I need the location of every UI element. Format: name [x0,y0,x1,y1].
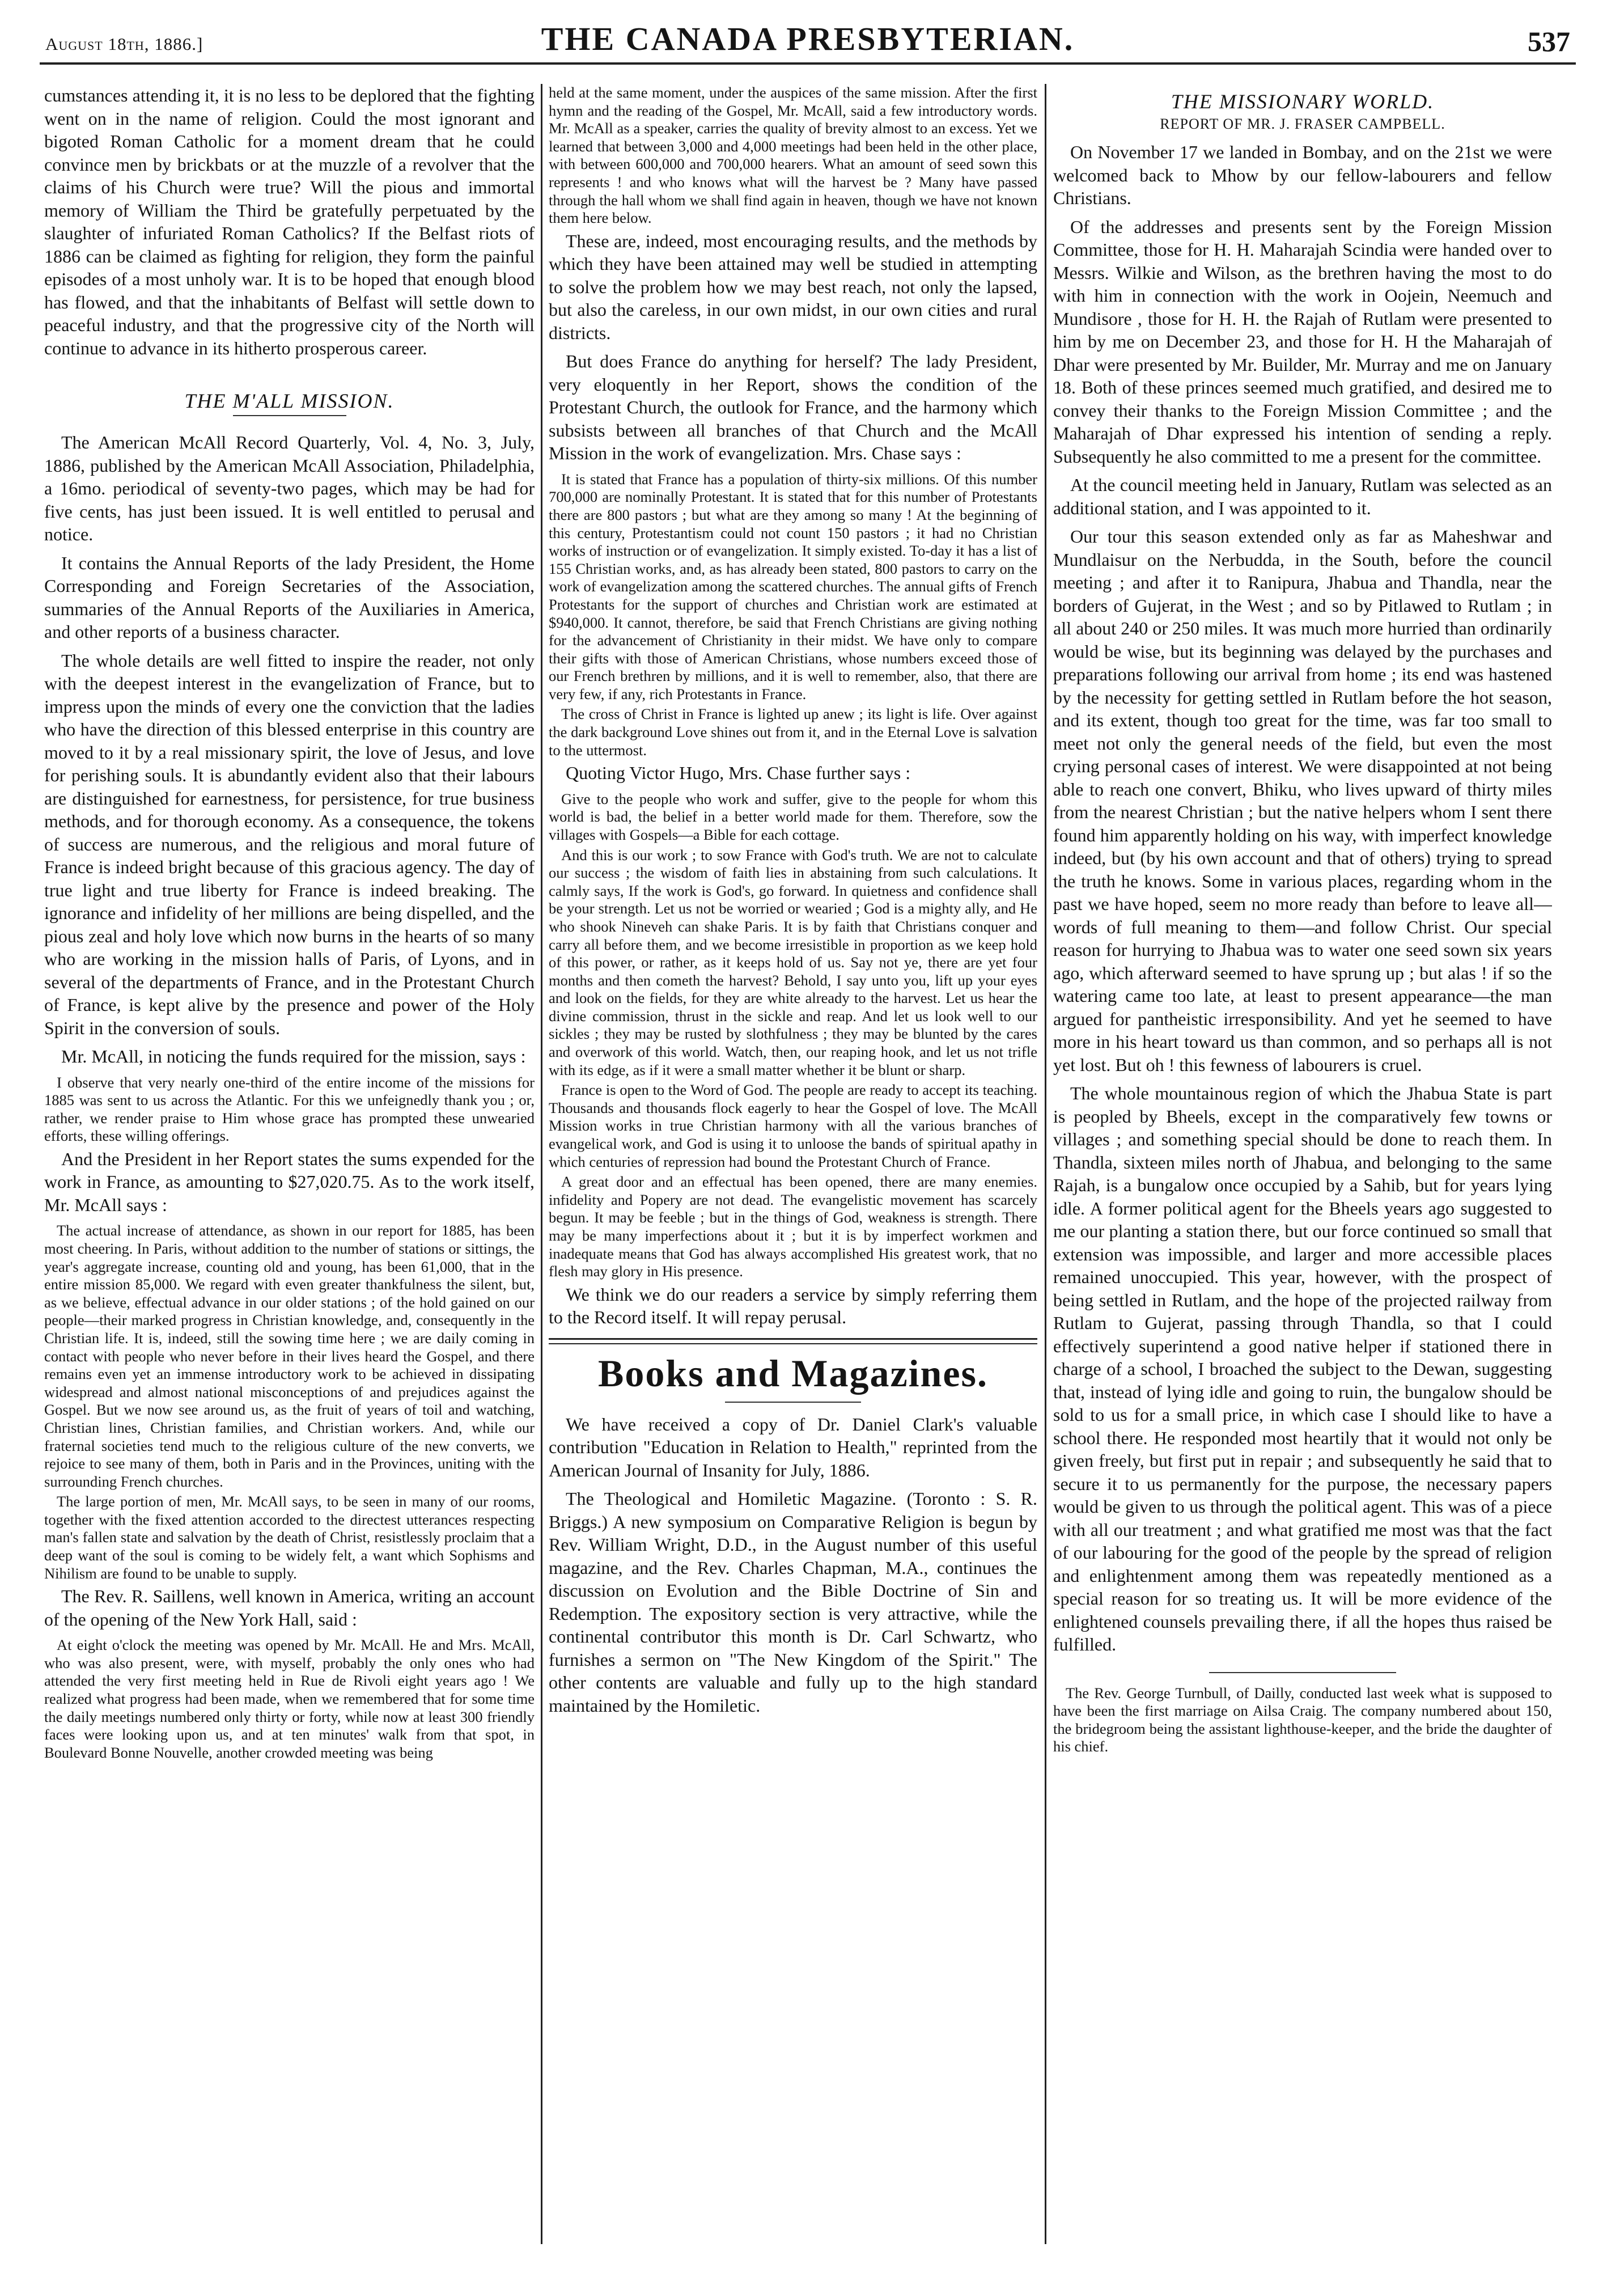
quoted-passage: I observe that very nearly one-third of the entire income of the missions for 1885 was sent to us across the Atlantic. For this we unfeignedly thank you ; or, rather, we render praise to Him whose grace has prompted these unwearied efforts, these willing offerings. [44,1073,535,1145]
quoted-passage: It is stated that France has a population of thirty-six millions. Of this number 700,000 are nominally Protestant. It is stated that for this number of Protestants there are 800 pastors ; but what are they among so many ! At the beginning of this century, Protestantism could not count 150 pastors ; it had no Christian works of instruction or of evangelization. It simply existed. To-day it has a list of 155 Christian works, and, as has already been stated, 800 pastors to carry on the work of evangelization among the scattered churches. The annual gifts of French Protestants for the support of churches and Christian work are estimated at $940,000. It cannot, therefore, be said that French Christians are giving nothing for the advancement of Christianity in their midst. We have only to compare their gifts with those of American Christians, whose numbers exceed those of our French brethren by millions, and it is well to remember, also, that there are very few, if any, rich Protestants in France. [549,470,1037,702]
section-divider [549,1338,1037,1344]
quoted-passage: And this is our work ; to sow France with God's truth. We are not to calculate our success ; the wisdom of faith lies in abstaining from such calculations. It calmly says, If the work is God's, go forward. In quietness and confidence shall be your strength. Let us not be worried or wearied ; God is a mighty ally, and He who shook Nineveh can shake Paris. It is by faith that Christians conquer and carry all before them, and we become irresistible in proportion as we keep hold of this power, or rather, as it keeps hold of us. Say not ye, there are yet four months and then cometh the harvest? Behold, I say unto you, lift up your eyes and look on the fields, for they are white already to the harvest. Let us hear the divine commission, thrust in the sickle and reap. And let us look well to our sickles ; they may be rusted by slothfulness ; they may be blunted by the cares and overwork of this world. Watch, then, our reaping hook, and let us not trifle with its edge, as if it were a small matter whether it be blunt or sharp. [549,846,1037,1078]
mcall-mission-heading: THE M'ALL MISSION. [184,390,395,412]
quoted-passage: Give to the people who work and suffer, give to the people for whom this world is bad, the belief in a better world made for them. Therefore, sow the villages with Gospels—a Bible for each cottage. [549,790,1037,843]
article-paragraph: But does France do anything for herself? The lady President, very eloquently in her Report, shows the condition of the Protestant Church, the outlook for France, and the harmony which subsists between all branches of that Church and the McAll Mission in the work of evangelization. Mrs. Chase says : [549,351,1037,464]
column-left [44,84,535,2244]
quoted-passage: The actual increase of attendance, as shown in our report for 1885, has been most cheering. In Paris, without addition to the number of stations or sittings, the year's aggregate increase, counting old and young, has been 61,000, that in the entire mission 85,000. We regard with even greater thankfulness the silent, but, as we believe, effectual advance in our older stations ; of the hold gained on our people—their marked progress in Christian knowledge, and, consequently in the Christian life. It is, indeed, still the sowing time here ; we are daily coming in contact with people who never before in their lives heard the Gospel, and there remains even yet an immense introductory work to be achieved in dissipating widespread and almost national misconceptions of and prejudices against the Gospel. But we now see around us, as the fruit of years of toil and watching, Christian lines, Christian families, and Christian workers. And, while our fraternal societies tend much to the religious culture of the new converts, we rejoice to see many of them, both in Paris and in the Provinces, uniting with the surrounding French churches. [44,1222,535,1490]
report-byline: REPORT OF MR. J. FRASER CAMPBELL. [1160,116,1445,132]
issue-date: August 18th, 1886.] [45,34,203,54]
report-paragraph: The whole mountainous region of which the Jhabua State is part is peopled by Bheels, except in the comparatively few towns or villages ; and something special should be done to reach them. In Thandla, sixteen miles north of Jhabua, and belonging to the same Rajah, is a bungalow once occupied by a Sahib, but for years lying idle. A former political agent for the Bheels years ago suggested to me our planting a station there, but our force continued so small that extension was impossible, and larger and more accessible places remained unoccupied. This year, however, with the prospect of being settled in Rutlam, and the hope of the projected railway from Rutlam to Gujerat, passing through Thandla, so that I could effectively superintend a good native helper if stationed there in charge of a school, I broached the subject to the Dewan, suggesting that, instead of lying idle and going to ruin, the bungalow should be sold to us for a small price, in which case I should like to have a school there. He responded most heartily that it would not only be given freely, but first put in repair ; and subsequently he said that to secure it to us permanently for the purpose, the necessary papers would be given to us through the political agent. This was of a piece with all our treatment ; and what gratified me most was that the fact of our labouring for the good of the people by the spread of religion and enlightenment among them was repeatedly mentioned as a special reason for so treating us. It will be more evidence of the enlightened counsels prevailing there, if all the hopes thus raised be fulfilled. [1053,1083,1552,1654]
newspaper-title: THE CANADA PRESBYTERIAN. [541,20,1075,57]
column-right [1053,84,1552,2244]
article-paragraph: These are, indeed, most encouraging results, and the methods by which they have been attained may well be studied in attempting to solve the problem how we may best reach, not only the lapsed, but also the careless, in our own midst, in our own cities and rural districts. [549,230,1037,343]
heading-underline [725,1402,861,1403]
news-note: The Rev. George Turnbull, of Dailly, conducted last week what is supposed to have been the first marriage on Ailsa Craig. The company numbered about 150, the bridegroom being the assistant lighthouse-keeper, and the bride the daughter of his chief. [1053,1684,1552,1755]
article-paragraph: The American McAll Record Quarterly, Vol. 4, No. 3, July, 1886, published by the American McAll Association, Philadelphia, a 16mo. periodical of seventy-two pages, which may be had for five cents, has just been issued. It is well entitled to perusal and notice. [44,432,535,544]
heading-underline [233,415,346,416]
quoted-passage: France is open to the Word of God. The people are ready to accept its teaching. Thousands and thousands flock eagerly to hear the Gospel of love. The McAll Mission works in true Christian harmony with all the various branches of evangelical work, and God is using it to unloose the bands of spiritual apathy in which centuries of repression had bound the Protestant Church of France. [549,1081,1037,1170]
article-paragraph: We think we do our readers a service by simply referring them to the Record itself. It will repay perusal. [549,1284,1037,1328]
article-paragraph: Mr. McAll, in noticing the funds required for the mission, says : [61,1046,526,1066]
quoted-passage: held at the same moment, under the auspices of the same mission. After the first hymn and the reading of the Gospel, Mr. McAll, said a few introductory words. Mr. McAll as a speaker, carries the quality of brevity almost to an excess. Yet we learned that between 3,000 and 4,000 meetings had been held in the other place, with between 600,000 and 700,000 hearers. What an amount of seed sown this represents ! and who knows what will the harvest be ? Many have passed through the hall whom we shall find again in heaven, though we have not known them here below. [549,84,1037,227]
report-paragraph: On November 17 we landed in Bombay, and on the 21st we were welcomed back to Mhow by our fellow-labourers and fellow Christians. [1053,142,1552,208]
masthead [40,17,1576,65]
divider [1209,1672,1396,1673]
review-paragraph: We have received a copy of Dr. Daniel Clark's valuable contribution "Education in Relation to Health," reprinted from the American Journal of Insanity for July, 1886. [549,1413,1037,1480]
column-middle [549,84,1037,2244]
belfast-riots-paragraph: cumstances attending it, it is no less to be deplored that the fighting went on in the name of religion. Could the most ignorant and bigoted Roman Catholic for a moment dream that he could convince men by brickbats or at the muzzle of a revolver that the claims of his Church were true? Will the pious and immortal memory of William the Third be gratefully perpetuated by the slaughter of infuriated Roman Catholics? If the Belfast riots of 1886 can be claimed as fighting for religion, they form the painful episodes of a most unholy war. It is to be hoped that enough blood has flowed, and that the inhabitants of Belfast will settle down to peaceful industry, and that the progressive city of the North will continue to advance in its hitherto prosperous career. [44,85,535,358]
quoted-passage: The large portion of men, Mr. McAll says, to be seen in many of our rooms, together with the fixed attention accorded to the directest utterances respecting man's fallen state and salvation by the death of Christ, resistlessly proclaim that a deep want of the soul is coming to be widely felt, a want which Sophisms and Nihilism are found to be unable to supply. [44,1493,535,1582]
quoted-passage: The cross of Christ in France is lighted up anew ; its light is life. Over against the dark background Love shines out from it, and in the Eternal Love is salvation to the uttermost. [549,705,1037,759]
quoted-passage: A great door and an effectual has been opened, there are many enemies. infidelity and Popery are not dead. The evangelistic movement has scarcely begun. It may be feeble ; but in the things of God, weakness is strength. There may be many imperfections about it ; but it is by imperfect workmen and inadequate means that God has always accomplished His greatest work, that no flesh may glory in His presence. [549,1173,1037,1280]
missionary-world-heading: THE MISSIONARY WORLD. [1171,90,1435,113]
page-number: 537 [1528,26,1570,57]
column-rule [541,84,542,2244]
article-paragraph: Quoting Victor Hugo, Mrs. Chase further says : [566,763,911,784]
article-paragraph: It contains the Annual Reports of the lady President, the Home Corresponding and Foreign Secretaries of the Association, summaries of the Annual Reports of the Auxiliaries in America, and other reports of a business character. [44,552,535,642]
column-rule [1045,84,1046,2244]
report-paragraph: Our tour this season extended only as far as Maheshwar and Mundlaisur on the Nerbudda, in the South, before the council meeting ; and after it to Ranipura, Jhabua and Thandla, near the borders of Gujerat, in the West ; and so by Pitlawed to Rutlam ; in all about 240 or 250 miles. It was much more hurried than ordinarily would be wise, but its beginning was delayed by the purchases and preparations following our arrival from home ; its end was hastened by the necessity for getting settled in Rutlam before the hot season, and its extent, though too great for the time, was far too small to meet not only the general needs of the field, but even the most crying personal cases of interest. We were disappointed at not being able to reach one convert, Bhiku, who lives upward of thirty miles from the nearest Christian ; but the native helpers whom I sent there found him apparently holding on his way, with imperfect knowledge indeed, but (by his own account and that of others) trying to spread the truth he knows. Some in various places, regarding whom in the past we have hoped, seem no more ready than before to leave all—words of full meaning to them—and follow Christ. Our special reason for hurrying to Jhabua was to water one seed sown six years ago, which afterward seemed to have sprung up ; but alas ! if so the watering came too late, at least to present appearance—the man argued for pantheistic irresponsibility. And yet he seemed to have more in his heart toward us than common, and so perhaps all is not yet lost. But oh ! this fewness of labourers is cruel. [1053,526,1552,1075]
article-paragraph: And the President in her Report states the sums expended for the work in France, as amounting to $27,020.75. As to the work itself, Mr. McAll says : [44,1148,535,1215]
quoted-passage: At eight o'clock the meeting was opened by Mr. McAll. He and Mrs. McAll, who was also present, were, with myself, probably the only ones who had attended the very first meeting held in Rue de Rivoli eight years ago ! We realized what progress had been made, when we remembered that for some time the daily meetings numbered only thirty or forty, while now at least 300 friendly faces were looking upon us, and at ten minutes' walk from that spot, in Boulevard Bonne Nouvelle, another crowded meeting was being [44,1636,535,1761]
report-paragraph: Of the addresses and presents sent by the Foreign Mission Committee, those for H. H. Maharajah Scindia were handed over to Messrs. Wilkie and Wilson, as the brethren having the most to do with him in connection with the work in Oojein, Neemuch and Mundisore , those for H. H. the Rajah of Rutlam were presented to him by me on December 23, and those for H. H the Maharajah of Dhar were presented by Mr. Builder, Mr. Murray and me on January 18. Both of these princes seemed much gratified, and desired me to convey their thanks to the Foreign Mission Committee ; and the Maharajah of Dhar expressed his intention of sending a reply. Subsequently he also committed to me a present for the committee. [1053,216,1552,467]
report-paragraph: At the council meeting held in January, Rutlam was selected as an additional station, and I was appointed to it. [1053,475,1552,518]
books-and-magazines-heading: Books and Magazines. [598,1351,988,1395]
article-paragraph: The whole details are well fitted to inspire the reader, not only with the deepest interest in the evangelization of France, but to impress upon the minds of every one the conviction that the ladies who have the direction of this blessed enterprise in this country are moved to it by a real missionary spirit, the love of Jesus, and love for perishing souls. It is abundantly evident also that their labours are distinguished for earnestness, for persistence, for true business methods, and for thorough economy. As a consequence, the tokens of success are numerous, and the religious and moral future of France is indeed bright because of this gracious agency. The day of true light and true liberty for France is indeed breaking. The ignorance and infidelity of her millions are being dispelled, and the pious zeal and holy love which now burns in the hearts of so many who are working in the mission halls of Paris, of Lyons, and in several of the departments of France, and in the Protestant Church of France, is kept alive by the presence and power of the Holy Spirit in the conversion of souls. [44,650,535,1038]
article-paragraph: The Rev. R. Saillens, well known in America, writing an account of the opening of the New York Hall, said : [44,1586,535,1629]
review-paragraph: The Theological and Homiletic Magazine. (Toronto : S. R. Briggs.) A new symposium on Comparative Religion is begun by Rev. William Wright, D.D., in the August number of this useful magazine, and the Rev. Charles Chapman, M.A., continues the discussion on Evolution and the Bible Doctrine of Sin and Redemption. The expository section is very attractive, while the continental contributor this month is Dr. Carl Schwartz, who furnishes a sermon on "The New Kingdom of the Spirit." The other contents are valuable and fully up to the high standard maintained by the Homiletic. [549,1488,1037,1716]
